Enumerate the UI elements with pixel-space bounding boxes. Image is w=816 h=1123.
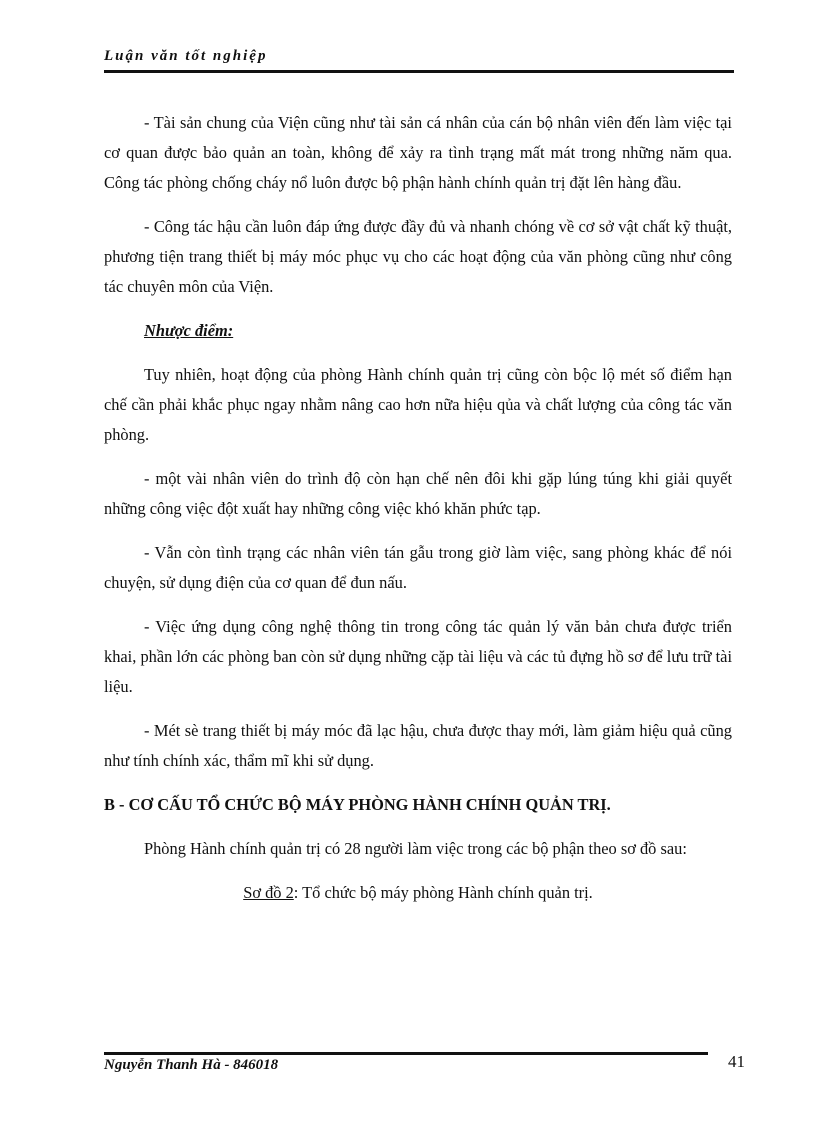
paragraph-staff-count: Phòng Hành chính quản trị có 28 người làm việc trong các bộ phận theo sơ đồ sau:: [144, 839, 687, 858]
footer-rule: [104, 1052, 708, 1055]
section-heading-b: B - CƠ CẤU TỔ CHỨC BỘ MÁY PHÒNG HÀNH CHÍNH QUẢN TRỊ.: [104, 795, 611, 814]
caption-label: Sơ đồ 2: [243, 883, 294, 902]
paragraph-equipment: - Mét sè trang thiết bị máy móc đã lạc hậu, chưa được thay mới, làm giảm hiệu quả cũng như tính chính xác, thẩm mĩ khi sử dụng.: [104, 721, 732, 770]
paragraph-assets: - Tài sản chung của Viện cũng như tài sản cá nhân của cán bộ nhân viên đến làm việc tại cơ quan được bảo quản an toàn, không để xảy ra tình trạng mất mát trong những năm qua. Công tác phòng chống cháy nổ luôn được bộ phận hành chính quản trị đặt lên hàng đầu.: [104, 113, 732, 192]
caption-text: : Tổ chức bộ máy phòng Hành chính quản trị.: [293, 883, 593, 902]
header-title: Luận văn tốt nghiệp: [104, 48, 268, 64]
paragraph-logistics: - Công tác hậu cần luôn đáp ứng được đầy đủ và nhanh chóng về cơ sở vật chất kỹ thuật, phương tiện trang thiết bị máy móc phục vụ cho các hoạt động của văn phòng cũng như công tác chuyên môn của Viện.: [104, 217, 732, 296]
paragraph-staff-skills: - một vài nhân viên do trình độ còn hạn chế nên đôi khi gặp lúng túng khi giải quyết những công việc đột xuất hay những công việc khó khăn phức tạp.: [104, 469, 732, 518]
document-body: [104, 108, 732, 908]
paragraph-weaknesses-intro: Tuy nhiên, hoạt động của phòng Hành chính quản trị cũng còn bộc lộ mét số điểm hạn chế cần phải khắc phục ngay nhằm nâng cao hơn nữa hiệu qủa và chất lượng của công tác văn phòng.: [104, 365, 732, 444]
footer-author: Nguyễn Thanh Hà - 846018: [104, 1057, 279, 1073]
header-rule: [104, 70, 734, 73]
subheading-weaknesses: Nhược điểm:: [144, 321, 234, 340]
page-number: 41: [728, 1052, 745, 1071]
paragraph-staff-behavior: - Vẫn còn tình trạng các nhân viên tán gẫu trong giờ làm việc, sang phòng khác để nói chuyện, sử dụng điện của cơ quan để đun nấu.: [104, 543, 732, 592]
diagram-caption: [104, 878, 732, 908]
paragraph-it-application: - Việc ứng dụng công nghệ thông tin trong công tác quản lý văn bản chưa được triển khai, phần lớn các phòng ban còn sử dụng những cặp tài liệu và các tủ đựng hồ sơ để lưu trữ tài liệu.: [104, 617, 732, 696]
